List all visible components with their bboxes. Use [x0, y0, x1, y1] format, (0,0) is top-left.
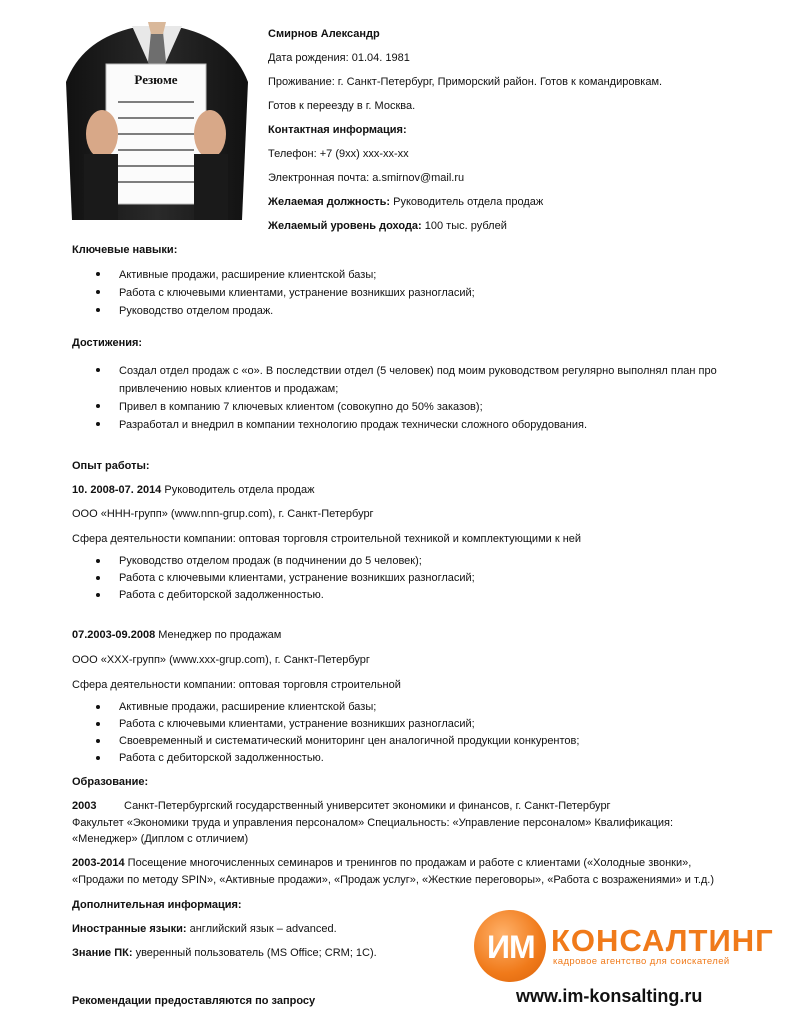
agency-tagline: кадровое агентство для соискателей [553, 956, 730, 967]
job2-duties [72, 699, 579, 767]
list-item: Работа с дебиторской задолженностью. [72, 587, 475, 604]
desired-position-label: Желаемая должность: [268, 196, 391, 208]
desired-position [268, 195, 543, 209]
birth-date: Дата рождения: 01.04. 1981 [268, 52, 410, 64]
agency-logo-initials: ИМ [487, 929, 535, 965]
faculty-line: Факультет «Экономики труда и управления персоналом» Специальность: «Управление персоналом» Квалификация: [72, 817, 674, 829]
additional-title: Дополнительная информация: [72, 899, 242, 911]
desired-income-value: 100 тыс. рублей [421, 220, 507, 232]
list-item: Работа с ключевыми клиентами, устранение возникших разногласий; [72, 716, 579, 733]
pc-skills-label: Знание ПК: [72, 947, 133, 959]
achievement-line: привлечению новых клиентов и продажам; [119, 383, 339, 395]
job1-duties [72, 553, 475, 604]
skills-list [72, 266, 475, 320]
seminars-period: 2003-2014 [72, 857, 125, 869]
list-item: Руководство отделом продаж (в подчинении до 5 человек); [72, 553, 475, 570]
agency-logo-name: КОНСАЛТИНГ [551, 923, 774, 958]
job2-sphere: Сфера деятельности компании: оптовая торговля строительной [72, 679, 401, 691]
list-item: Активные продажи, расширение клиентской базы; [72, 699, 579, 716]
job1-period: 10. 2008-07. 2014 [72, 484, 162, 496]
list-item: Разработал и внедрил в компании технологию продаж технически сложного оборудования. [72, 416, 717, 434]
achievements-list [72, 362, 717, 434]
seminars-line: «Продажи по методу SPIN», «Активные продажи», «Продаж услуг», «Жесткие переговоры», «Работа с возражениями» и т.д.) [72, 874, 715, 886]
agency-website-link[interactable]: www.im-konsalting.ru [516, 986, 703, 1006]
job1-sphere: Сфера деятельности компании: оптовая торговля строительной техникой и комплектующими к ней [72, 533, 582, 545]
list-item: Работа с ключевыми клиентами, устранение возникших разногласий; [72, 570, 475, 587]
achievement-line: Создал отдел продаж с «о». В последствии отдел (5 человек) под моим руководством регулярно выполнял план про [119, 365, 717, 377]
list-item: Активные продажи, расширение клиентской базы; [72, 266, 475, 284]
desired-position-value: Руководитель отдела продаж [390, 196, 544, 208]
education-title: Образование: [72, 776, 149, 788]
university: Санкт-Петербургский государственный университет экономики и финансов, г. Санкт-Петербург [124, 800, 611, 812]
languages-label: Иностранные языки: [72, 923, 187, 935]
job2-header [72, 628, 281, 642]
profile-photo [62, 22, 252, 220]
job1-company: ООО «ННН-групп» (www.nnn-grup.com), г. Санкт-Петербург [72, 508, 374, 520]
phone: Телефон: +7 (9хх) ххх-хх-хх [268, 148, 409, 160]
languages [72, 922, 337, 936]
recommendations-note: Рекомендации предоставляются по запросу [72, 995, 316, 1007]
list-item: Своевременный и систематический мониторинг цен аналогичной продукции конкурентов; [72, 733, 579, 750]
man-holding-resume-illustration [62, 22, 252, 220]
list-item: Работа с ключевыми клиентами, устранение возникших разногласий; [72, 284, 475, 302]
pc-skills-value: уверенный пользователь (MS Office; CRM; 1C). [132, 947, 377, 959]
resume-sheet-title: Резюме [134, 72, 178, 87]
desired-income-label: Желаемый уровень дохода: [268, 220, 422, 232]
job2-company: ООО «ХХХ-групп» (www.xxx-grup.com), г. Санкт-Петербург [72, 654, 370, 666]
experience-title: Опыт работы: [72, 460, 150, 472]
seminars-text: Посещение многочисленных семинаров и тренингов по продажам и работе с клиентами («Холодные звонки», [124, 857, 692, 869]
pc-skills [72, 946, 377, 960]
job1-header [72, 483, 314, 497]
seminars [72, 856, 691, 870]
achievements-title: Достижения: [72, 337, 143, 349]
desired-income [268, 219, 507, 233]
list-item [72, 362, 717, 398]
education-year-2003: 2003 [72, 800, 97, 812]
list-item: Работа с дебиторской задолженностью. [72, 750, 579, 767]
job1-role: Руководитель отдела продаж [161, 484, 315, 496]
job2-role: Менеджер по продажам [155, 629, 282, 641]
languages-value: английский язык – advanced. [186, 923, 337, 935]
residence: Проживание: г. Санкт-Петербург, Приморский район. Готов к командировкам. [268, 76, 663, 88]
list-item: Привел в компанию 7 ключевых клиентом (совокупно до 50% заказов); [72, 398, 717, 416]
contact-title: Контактная информация: [268, 124, 407, 136]
email: Электронная почта: a.smirnov@mail.ru [268, 172, 465, 184]
list-item: Руководство отделом продаж. [72, 302, 475, 320]
faculty-line: «Менеджер» (Диплом с отличием) [72, 833, 249, 845]
job2-period: 07.2003-09.2008 [72, 629, 156, 641]
skills-title: Ключевые навыки: [72, 244, 178, 256]
relocation: Готов к переезду в г. Москва. [268, 100, 416, 112]
candidate-name: Смирнов Александр [268, 28, 380, 40]
